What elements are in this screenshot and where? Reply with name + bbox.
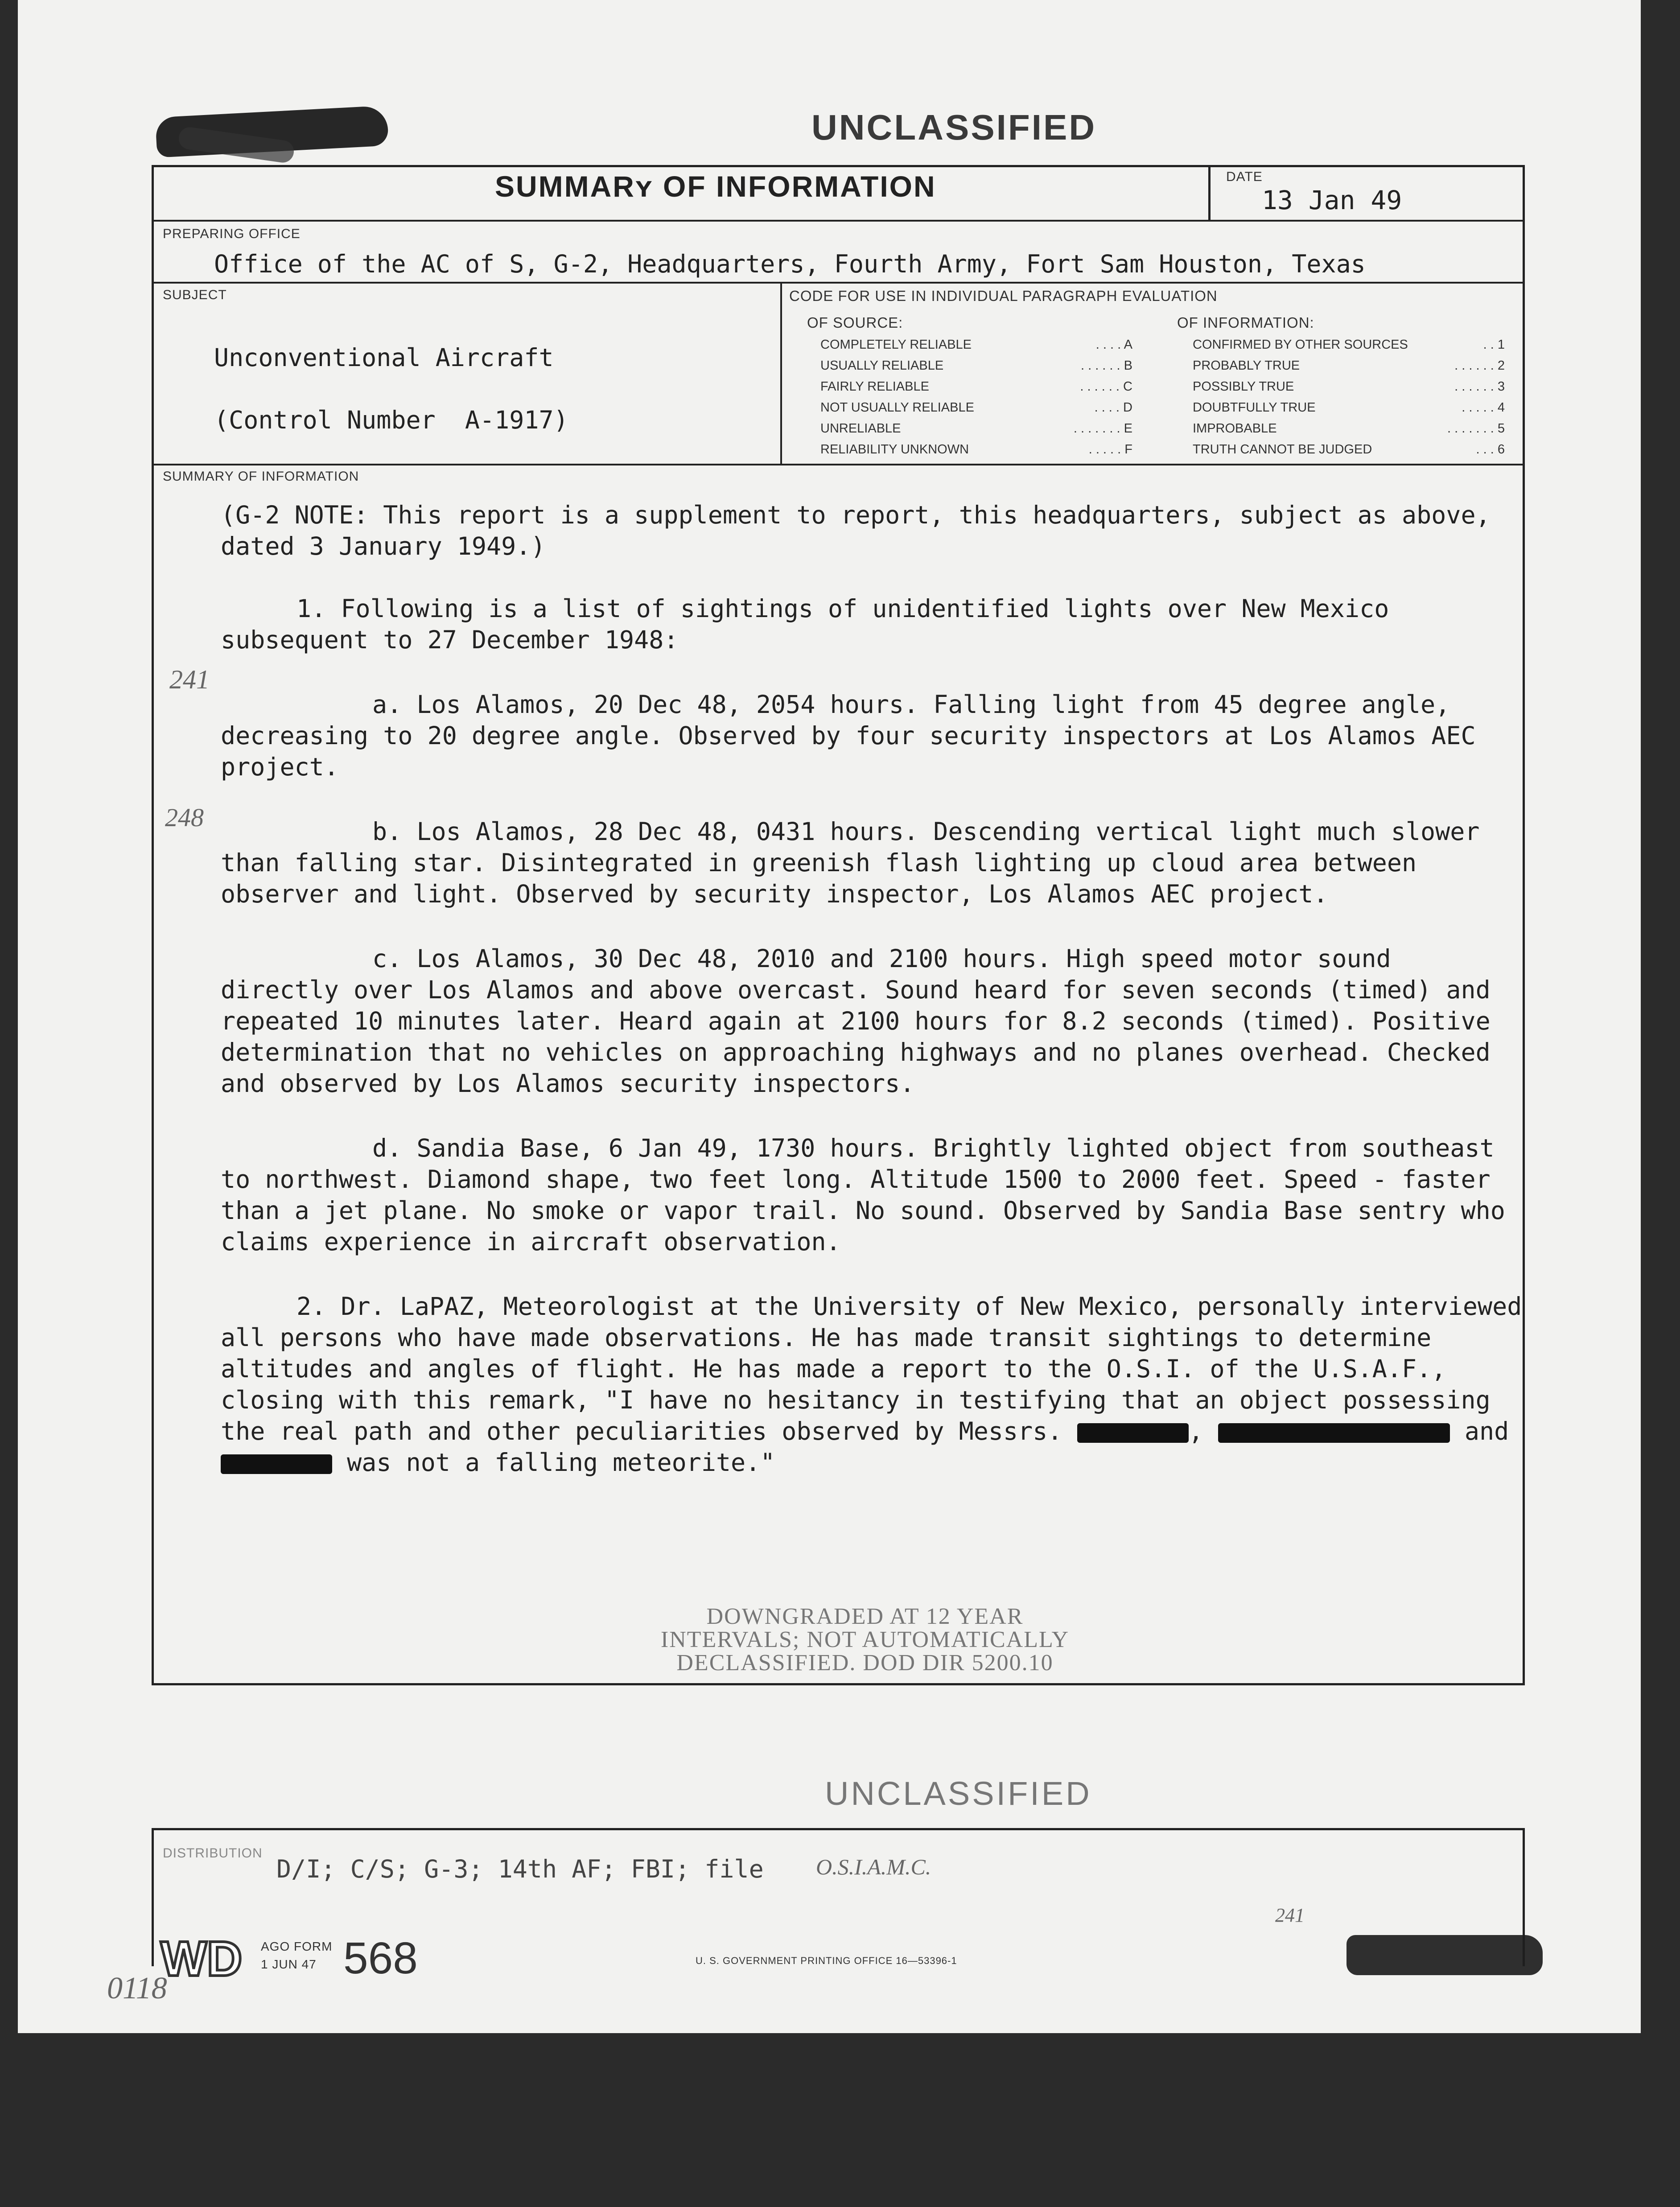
distribution-label: DISTRIBUTION xyxy=(163,1846,263,1861)
distribution-top-rule xyxy=(152,1828,1525,1830)
document-page xyxy=(18,0,1641,2033)
distribution-value: D/I; C/S; G-3; 14th AF; FBI; file xyxy=(276,1855,764,1883)
subject-label: SUBJECT xyxy=(163,288,227,302)
preparing-office-label: PREPARING OFFICE xyxy=(163,226,301,241)
info-code-row: TRUTH CANNOT BE JUDGED . . . 6 xyxy=(1193,442,1505,457)
distribution-handwritten: O.S.I.A.M.C. xyxy=(816,1854,931,1879)
info-code-row: POSSIBLY TRUE . . . . . . 3 xyxy=(1193,379,1505,394)
source-code-row: RELIABILITY UNKNOWN . . . . . F xyxy=(820,442,1132,457)
source-code-row: COMPLETELY RELIABLE . . . . A xyxy=(820,338,1132,352)
form-border-bottom xyxy=(152,1683,1525,1685)
subject-line-1: Unconventional Aircraft xyxy=(214,343,554,372)
info-code-row: IMPROBABLE . . . . . . . 5 xyxy=(1193,421,1505,436)
printer-imprint: U. S. GOVERNMENT PRINTING OFFICE 16—53396-1 xyxy=(696,1955,957,1966)
form-sub-2: 1 JUN 47 xyxy=(261,1957,317,1971)
date-divider xyxy=(1208,165,1211,221)
source-code-list xyxy=(820,334,1132,460)
info-heading: OF INFORMATION: xyxy=(1177,314,1314,331)
margin-note: 248 xyxy=(165,803,204,832)
margin-note: 241 xyxy=(169,665,210,694)
summary-label: SUMMARY OF INFORMATION xyxy=(163,469,359,484)
downgrade-line: INTERVALS; NOT AUTOMATICALLY xyxy=(660,1627,1070,1652)
distribution-left-rule xyxy=(152,1828,154,1966)
form-prefix: WD xyxy=(161,1931,243,1986)
redaction-bar xyxy=(221,1454,332,1474)
classification-stamp-bottom: UNCLASSIFIED xyxy=(825,1775,1092,1812)
form-number: 568 xyxy=(343,1933,418,1983)
info-code-row: DOUBTFULLY TRUE . . . . . 4 xyxy=(1193,400,1505,415)
date-label: DATE xyxy=(1226,169,1263,184)
classification-stamp-top: UNCLASSIFIED xyxy=(811,107,1097,147)
g2-note: (G-2 NOTE: This report is a supplement to report, this headquarters, subject as above, dated 3 January 1949.) xyxy=(221,501,1491,560)
form-border-top xyxy=(152,165,1525,167)
redaction-bar xyxy=(1077,1423,1189,1443)
source-code-row: USUALLY RELIABLE . . . . . . B xyxy=(820,358,1132,373)
form-border-right xyxy=(1523,165,1525,1685)
form-title: SUMMARʏ OF INFORMATION xyxy=(495,170,936,203)
paragraph-1d: d. Sandia Base, 6 Jan 49, 1730 hours. Brightly lighted object from southeast to northwest. Diamond shape, two feet long. Altitude 1500 to 2000 feet. Speed - faster than a jet plane. No smoke or vapor trail. No sound. Observed by Sandia Base sentry who claims experience in aircraft observation. xyxy=(221,1134,1505,1256)
rule xyxy=(152,220,1525,222)
subject-divider xyxy=(780,282,782,464)
downgrade-line: DECLASSIFIED. DOD DIR 5200.10 xyxy=(676,1650,1054,1676)
paragraph-1b: b. Los Alamos, 28 Dec 48, 0431 hours. Descending vertical light much slower than falling star. Disintegrated in greenish flash lighting up cloud area between observer and light. Observed by security inspector, Los Alamos AEC project. xyxy=(221,817,1480,908)
rule xyxy=(152,464,1525,465)
downgrade-line: DOWNGRADED AT 12 YEAR xyxy=(706,1604,1024,1629)
preparing-office-value: Office of the AC of S, G-2, Headquarters, Fourth Army, Fort Sam Houston, Texas xyxy=(214,250,1366,278)
source-heading: OF SOURCE: xyxy=(807,314,903,331)
rule xyxy=(152,282,1525,284)
page-number-annotation: 241 xyxy=(1275,1904,1305,1926)
paragraph-2: 2. Dr. LaPAZ, Meteorologist at the University of New Mexico, personally interviewed all persons who have made observations. He has made transit sightings to determine altitudes and angles of flight. He has made a report to the O.S.I. of the U.S.A.F., closing with this remark, "I have no hesitancy in testifying that an object possessing the real path and other peculiarities observed by Messrs. , and was not a falling meteorite." xyxy=(221,1292,1522,1477)
form-sub-1: AGO FORM xyxy=(261,1939,333,1953)
ink-smudge xyxy=(1346,1935,1543,1975)
info-code-list xyxy=(1193,334,1505,460)
info-code-row: CONFIRMED BY OTHER SOURCES . . 1 xyxy=(1193,338,1505,352)
evaluation-title: CODE FOR USE IN INDIVIDUAL PARAGRAPH EVALUATION xyxy=(789,288,1218,304)
paragraph-1a: a. Los Alamos, 20 Dec 48, 2054 hours. Falling light from 45 degree angle, decreasing to 20 degree angle. Observed by four security inspectors at Los Alamos AEC project. xyxy=(221,690,1476,781)
paragraph-1: 1. Following is a list of sightings of unidentified lights over New Mexico subsequent to 27 December 1948: xyxy=(221,594,1389,654)
paragraph-2-and: and xyxy=(1464,1417,1509,1445)
paragraph-2-text: 2. Dr. LaPAZ, Meteorologist at the University of New Mexico, personally interviewed all persons who have made observations. He has made transit sightings to determine altitudes and angles of flight. He has made a report to the O.S.I. of the U.S.A.F., closing with this remark, "I have no hesitancy in testifying that an object possessing the real path and other peculiarities observed by Messrs. xyxy=(221,1292,1522,1445)
info-code-row: PROBABLY TRUE . . . . . . 2 xyxy=(1193,358,1505,373)
date-value: 13 Jan 49 xyxy=(1262,185,1402,215)
paragraph-2-end: was not a falling meteorite." xyxy=(347,1448,775,1477)
redaction-bar xyxy=(1218,1423,1450,1443)
margin-note: 0118 xyxy=(107,1971,167,2005)
source-code-row: UNRELIABLE . . . . . . . E xyxy=(820,421,1132,436)
downgrade-stamp xyxy=(575,1605,1155,1675)
source-code-row: NOT USUALLY RELIABLE . . . . D xyxy=(820,400,1132,415)
paragraph-1c: c. Los Alamos, 30 Dec 48, 2010 and 2100 hours. High speed motor sound directly over Los Alamos and above overcast. Sound heard for seven seconds (timed) and repeated 10 minutes later. Heard again at 2100 hours for 8.2 seconds (timed). Positive determination that no vehicles on approaching highways and no planes overhead. Checked and observed by Los Alamos security inspectors. xyxy=(221,944,1491,1098)
subject-line-2: (Control Number A-1917) xyxy=(214,406,568,434)
source-code-row: FAIRLY RELIABLE . . . . . . C xyxy=(820,379,1132,394)
form-border-left xyxy=(152,165,154,1685)
